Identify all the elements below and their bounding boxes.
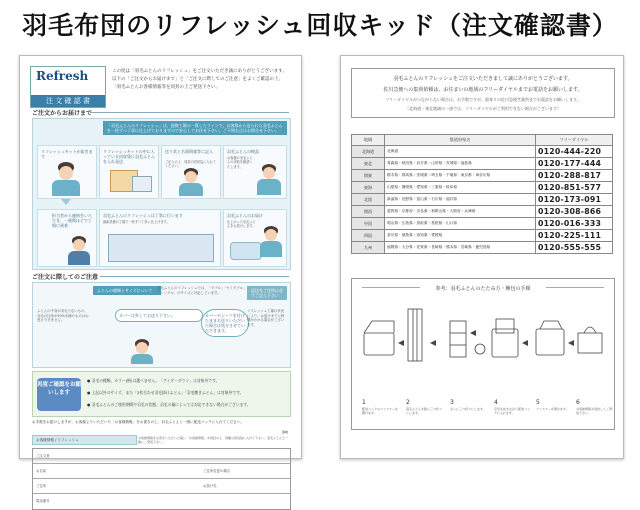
notice-line: （北海道・東北地域の一部では、フリーダイヤルがご利用できない場合がございます） <box>405 106 561 111</box>
step-number: 2 <box>406 399 410 406</box>
bottom-instruction: お手数をお掛けしますが、お客様よりいただいた「お客様情報」をお書きの上、羽毛ふとんと一緒に配送パックに入れてください。 <box>32 420 245 424</box>
phone-number[interactable]: 0120-851-577 <box>536 182 613 194</box>
form-label: お届け先 <box>203 484 217 488</box>
region-cell: 四国 <box>352 230 385 242</box>
flow-step-head: 送り状と名事情報等に記入 <box>165 149 213 154</box>
phone-number[interactable]: 0120-173-091 <box>536 194 613 206</box>
flow-step-text: お客様の羽毛ふとんの状態を確認いたします。 <box>227 156 253 169</box>
futon-illustration <box>230 242 262 260</box>
page-title: 羽毛布団のリフレッシュ回収キッド（注文確認書） <box>22 11 618 40</box>
region-cell: 東海 <box>352 182 385 194</box>
phone-number[interactable]: 0120-016-333 <box>536 218 613 230</box>
flow-step-4 <box>223 145 287 199</box>
folding-guide-title: 参考：羽毛ふとんのたたみ方・梱包の手順 <box>435 286 531 292</box>
table-row <box>352 230 613 242</box>
customer-info-label: お客様情報 / リフレッシュ <box>32 435 137 445</box>
free-dial-table <box>351 134 613 254</box>
phone-number[interactable]: 0120-225-111 <box>536 230 613 242</box>
intro-line: 以下の「ご注文からお届けまで」と「ご注文に際してのご注意」をよくご確認の上、 <box>112 77 283 82</box>
cover-bubble: カバーは外してお送り下さい。 <box>115 309 203 322</box>
flow-step-text: 仕上がった羽毛ふとんをお届けします。 <box>227 220 256 229</box>
prefecture-cell: 栃木県・群馬県・茨城県・埼玉県・千葉県・東京都・神奈川県 <box>385 170 536 182</box>
reconfirm-line: ● 羽毛の種類、カラー(柄)は選べません。「アイダーダウン」は対象外です。 <box>87 378 220 383</box>
phone-number[interactable]: 0120-177-444 <box>536 158 613 170</box>
folding-guide <box>351 278 615 430</box>
flow-step-text: ご記入の上、同封の回収袋に入れてください。 <box>165 160 216 169</box>
column-header: 地域 <box>352 135 385 146</box>
reconfirm-line: ● 上記以外のサイズ、また「2枚合わせ羽毛掛けふとん」「羽毛敷きふとん」は対象外です。 <box>87 390 244 395</box>
phone-number[interactable]: 0120-444-220 <box>536 146 613 158</box>
step-text: ファスナーを閉めます。 <box>536 407 569 411</box>
column-header: フリーダイヤル <box>536 135 613 146</box>
flow-step-text: 最新設備の工場で一枚ずつ丁寧に仕上げます。 <box>103 220 170 224</box>
order-confirmation-sheet <box>19 55 302 503</box>
prefecture-cell: 青森県・秋田県・岩手県・山形県・宮城県・福島県 <box>385 158 536 170</box>
flow-step-head: リフレッシュキットが届きます <box>41 149 93 159</box>
phone-number[interactable]: 0120-555-555 <box>536 242 613 254</box>
flow-panel <box>32 118 291 270</box>
table-row <box>352 206 613 218</box>
reconfirm-line: ● 羽毛ふとんのご使用期間や羽毛の状態、羽毛の量によっては対応できない場合がございます。 <box>87 402 251 407</box>
prefecture-cell: 滋賀県・京都府・奈良県・和歌山県・大阪府・兵庫県 <box>385 206 536 218</box>
flow-step-1 <box>37 145 97 199</box>
notes-panel <box>32 282 291 368</box>
section-rule <box>100 276 289 277</box>
section-rule <box>92 112 289 113</box>
form-label: ご注文者 <box>36 454 50 458</box>
form-label: お名前 <box>36 469 47 473</box>
flow-step-7 <box>223 209 287 267</box>
table-row <box>352 218 613 230</box>
note-size-heading: ふとんの種類とサイズについて <box>93 286 161 295</box>
step-text: 配送パックのファスナーを開けます。 <box>362 407 398 415</box>
prefecture-cell: 香川県・徳島県・高知県・愛媛県 <box>385 230 536 242</box>
phone-number[interactable]: 0120-288-817 <box>536 170 613 182</box>
flow-step-head: 担当者から連絡をいただき、一週間ほどで工場に到着 <box>52 213 92 228</box>
region-cell: 東北 <box>352 158 385 170</box>
table-row <box>352 242 613 254</box>
column-header: 都道府県名 <box>385 135 536 146</box>
note-material-text: ふとんの中身が羽毛でないもの、羽毛の比率が50%未満のものはお受けできません。 <box>37 309 89 323</box>
down-arrow-icon <box>61 199 71 205</box>
step-number: 3 <box>450 399 454 406</box>
prefecture-cell: 岡山県・広島県・鳥取県・島根県・山口県 <box>385 218 536 230</box>
table-row <box>352 146 613 158</box>
guide-rule <box>546 287 604 288</box>
step-text: 羽毛ふとんを縦に三つ折りにします。 <box>406 407 443 415</box>
phone-number[interactable]: 0120-308-866 <box>536 206 613 218</box>
region-cell: 九州 <box>352 242 385 254</box>
step-number: 1 <box>362 399 366 406</box>
step-number: 6 <box>576 399 580 406</box>
step-number: 5 <box>536 399 540 406</box>
prefecture-cell: 新潟県・長野県・富山県・石川県・福井県 <box>385 194 536 206</box>
prefecture-cell: 北海道 <box>385 146 536 158</box>
region-cell: 北海道 <box>352 146 385 158</box>
region-cell: 関東 <box>352 170 385 182</box>
scissors-icon: ✂ <box>282 428 289 437</box>
flow-top-note: 「羽毛ふとんのリフレッシュ」は、提携工場の一貫したラインで、お客様から送られた羽毛ふとんを一枚ずつ丁寧に仕上げておりますので安心してお任せ下さい。ご不明な点はお問合せ下さい。 <box>103 121 287 135</box>
reconfirm-badge: 再度ご確認をお願いします <box>37 378 81 411</box>
intro-text <box>112 68 292 92</box>
pickup-phone-sheet <box>340 55 624 459</box>
flow-step-head: リフレッシュキットの中に入っている回収袋に羽毛ふとんを入れ発送 <box>103 149 155 164</box>
pickup-notice-box <box>351 68 615 118</box>
intro-line: 「羽毛ふとんお客様情報等を同封の上ご発送下さい。 <box>112 85 220 90</box>
step-text: さらに三つ折りにします。 <box>450 407 486 411</box>
customer-info-note: お客様情報をお書きいただいた後に「お客様情報」を同封の上、同梱の回収袋に入れて下さい。羽毛ふとんと一緒にご発送下さい。 <box>138 436 289 444</box>
prefecture-cell: 山梨県・静岡県・愛知県・三重県・岐阜県 <box>385 182 536 194</box>
step-text: お客様情報を同封してご発送下さい。 <box>576 407 613 415</box>
step-text: 空気を抜きながら配送パックに入れます。 <box>494 407 531 415</box>
table-row <box>352 170 613 182</box>
flow-step-head: 羽毛ふとんの検品 <box>227 149 259 154</box>
flow-step-2 <box>99 145 159 199</box>
flow-step-3 <box>161 145 221 199</box>
factory-photo <box>108 234 214 262</box>
note-delivery-text: リフレッシュ工場の状況により、お届けまでに時間がかかる場合がございます。 <box>247 309 285 327</box>
notice-line: 羽毛ふとんのリフレッシュをご注文いただきまして誠にありがとうございます。 <box>393 76 573 82</box>
customer-form <box>32 448 291 510</box>
form-label: ご住所 <box>36 484 47 488</box>
table-row <box>352 158 613 170</box>
flow-step-6 <box>99 209 221 267</box>
step-number: 4 <box>494 399 498 406</box>
refresh-logo <box>30 66 106 108</box>
flow-step-5 <box>37 209 97 267</box>
intro-line: この度は「羽毛ふとんのリフレッシュ」をご注文いただき誠にありがとうございます。 <box>112 69 287 74</box>
flow-step-head: 羽毛ふとんのお届け <box>227 213 263 218</box>
region-cell: 中国 <box>352 218 385 230</box>
region-cell: 関西 <box>352 206 385 218</box>
reconfirm-box <box>32 371 291 417</box>
folding-steps-illustration <box>358 303 608 383</box>
note-size-text: 羽毛ふとんのリフレッシュでは、「ダブル」「セミダブル」「シングル」のサイズに対応しています。 <box>157 286 245 295</box>
flow-step-head: 羽毛ふとんのリフレッシュは丁寧に行います <box>103 213 183 218</box>
region-cell: 北陸 <box>352 194 385 206</box>
note-address: 返送先ご住所は必ずご記入下さい <box>247 286 287 300</box>
table-row <box>352 194 613 206</box>
section-heading-flow: ご注文からお届けまで <box>32 110 93 117</box>
section-heading-notes: ご注文に際してのご注意 <box>32 274 99 281</box>
logo-band: 注 文 確 認 書 <box>31 95 105 107</box>
form-label: 電話番号 <box>36 499 50 503</box>
notice-line: フリーダイヤルがつながらない場合は、お手数ですが、最寄りの佐川急便営業所までお電話をお願いします。 <box>385 97 581 102</box>
cover-bubble-2: カバーやシーツを付けたままお送りいただいた場合は処分させていただきます。 <box>201 309 249 337</box>
notice-line: 佐川急便への集荷依頼は、お住まいの地域のフリーダイヤルまでお電話をお願いします。 <box>383 87 583 93</box>
bag-illustration <box>132 176 152 192</box>
logo-name: Refresh <box>36 69 89 83</box>
prefecture-cell: 福岡県・大分県・佐賀県・長崎県・熊本県・宮崎県・鹿児島県 <box>385 242 536 254</box>
table-row <box>352 182 613 194</box>
form-label: ご住所変更の場合 <box>203 469 231 473</box>
